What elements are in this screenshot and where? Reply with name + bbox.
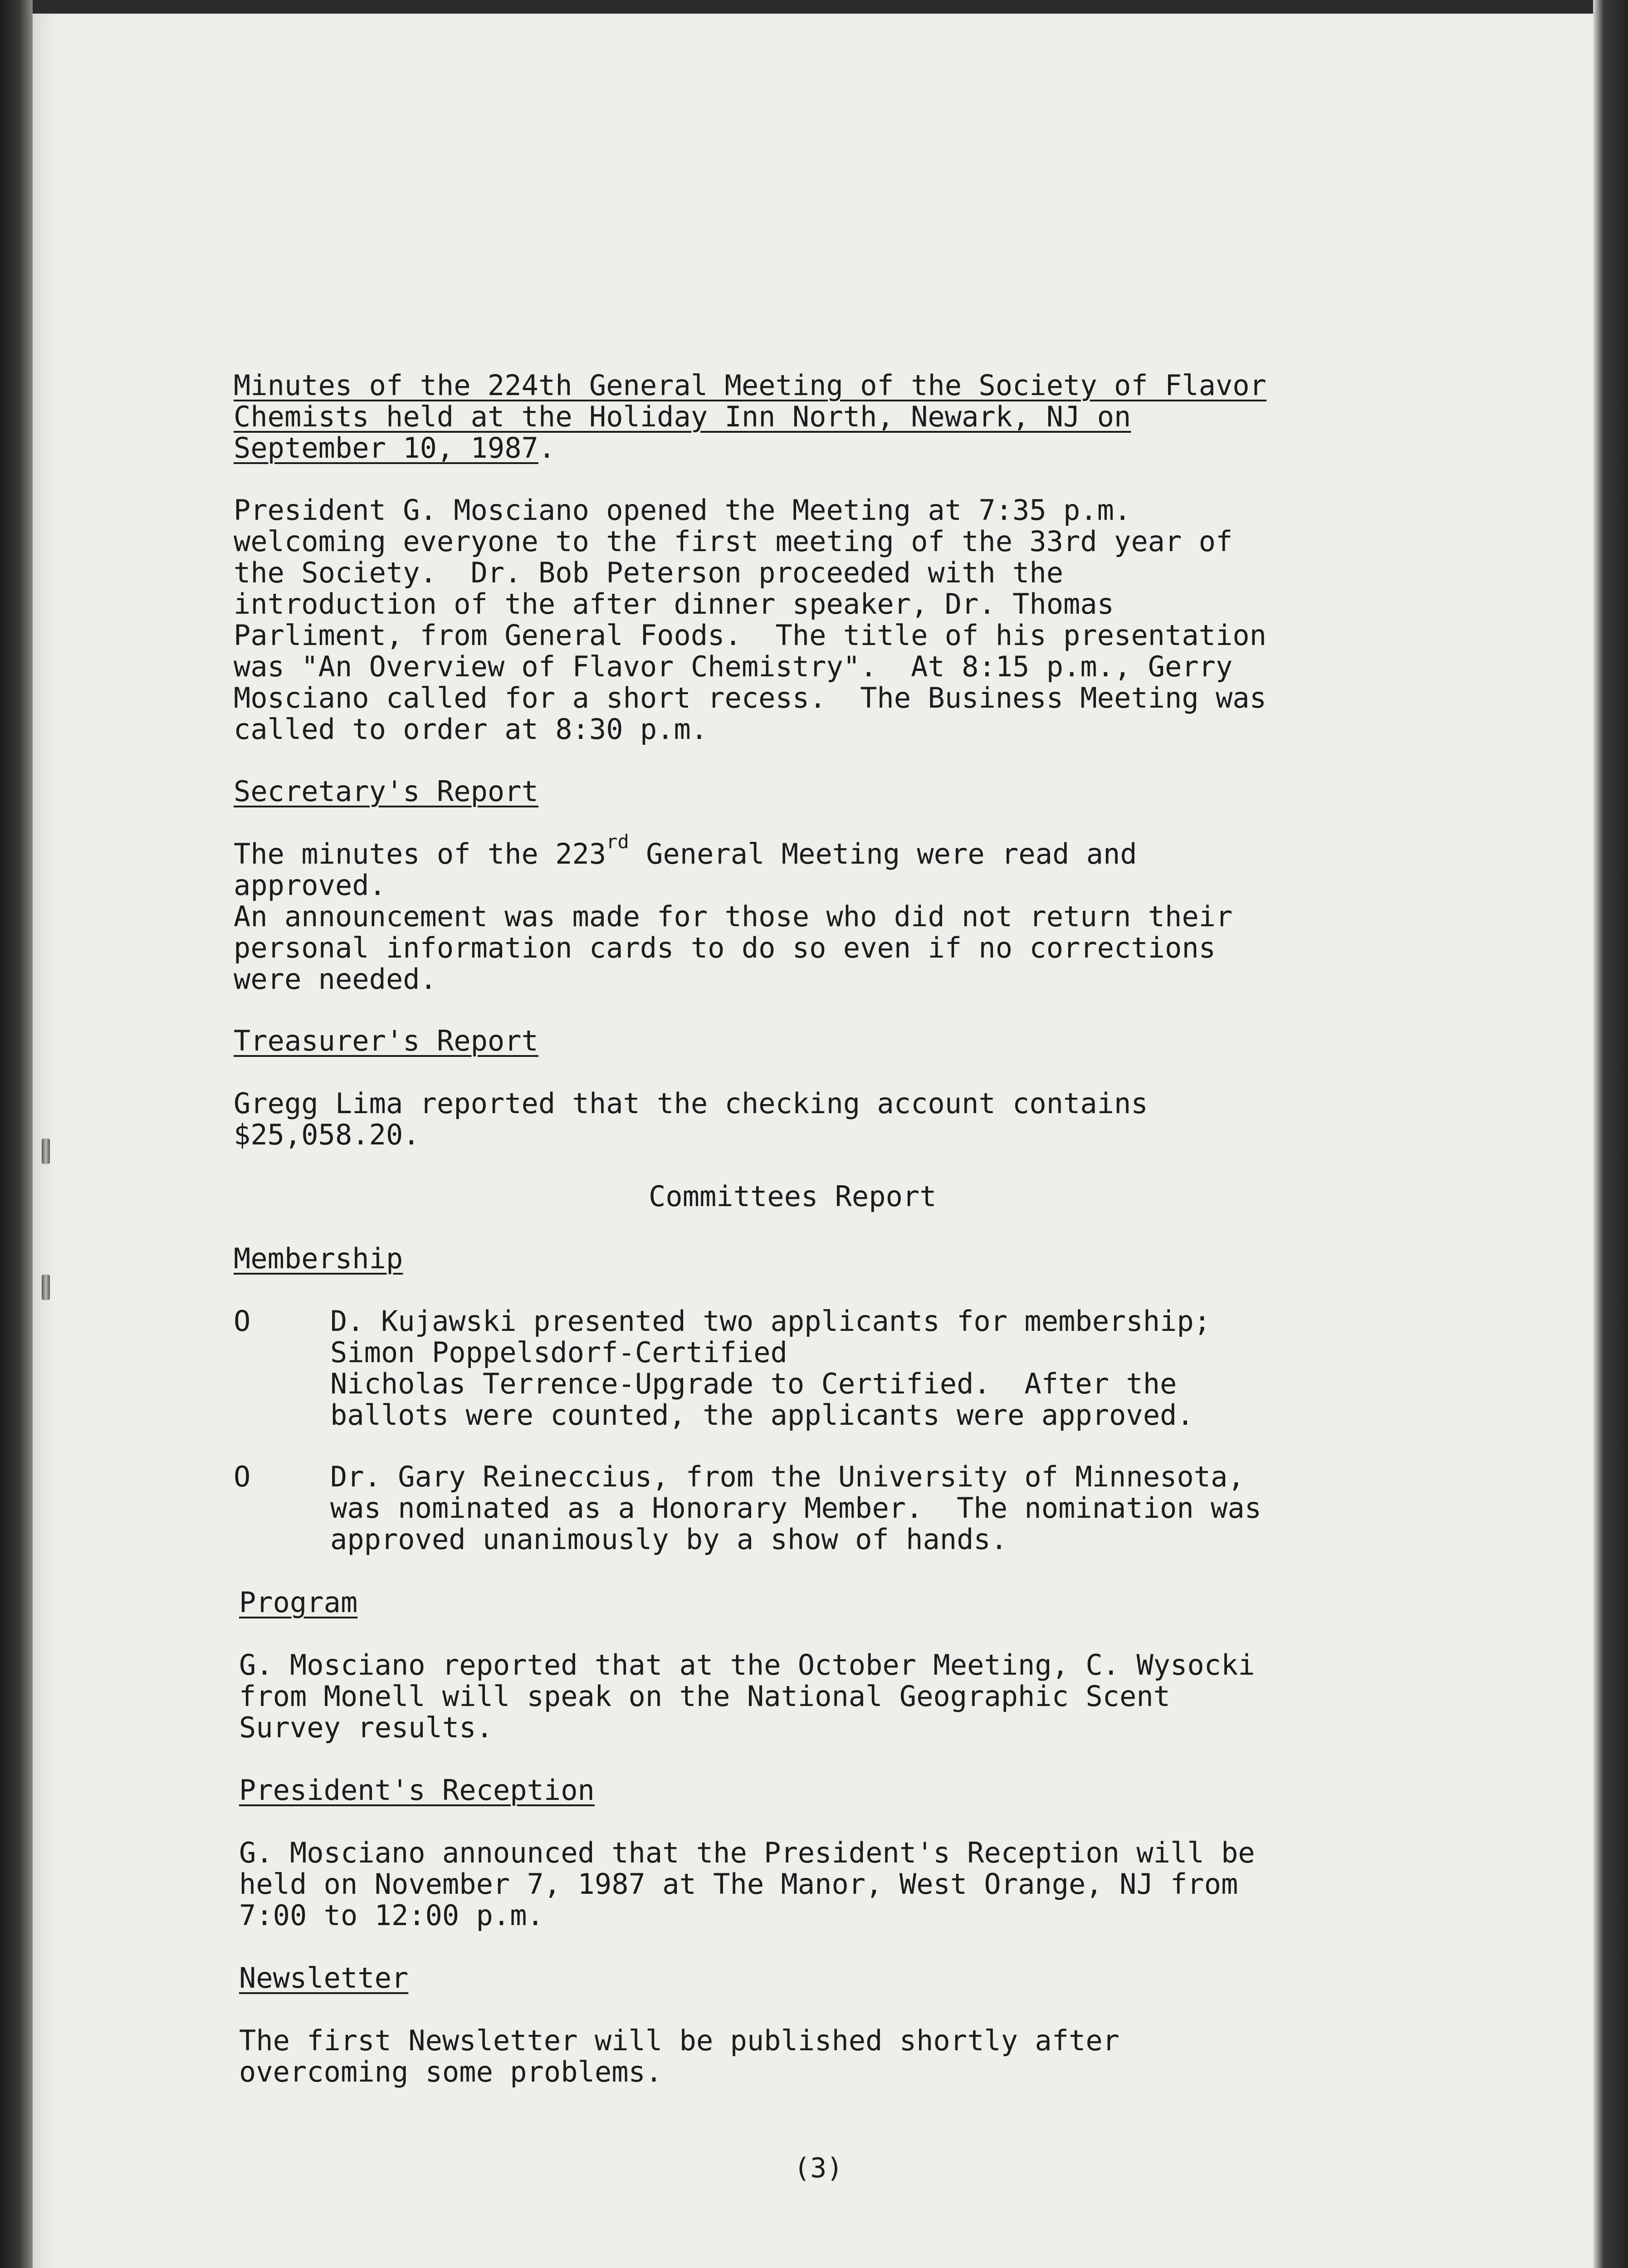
reception-line: held on November 7, 1987 at The Manor, West Orange, NJ from	[239, 1867, 1238, 1901]
program-line: from Monell will speak on the National Geographic Scent	[239, 1680, 1170, 1713]
staple-top	[42, 1139, 50, 1164]
page-right-edge	[1593, 0, 1628, 2268]
membership-heading: Membership	[234, 1242, 403, 1275]
treasurer-heading: Treasurer's Report	[234, 1024, 538, 1057]
newsletter-line: The first Newsletter will be published shortly after	[239, 2024, 1120, 2057]
membership-item-line: was nominated as a Honorary Member. The nomination was	[330, 1491, 1261, 1525]
treasurer-line: Gregg Lima reported that the checking account contains	[234, 1087, 1148, 1120]
membership-item-line: Nicholas Terrence-Upgrade to Certified. After the	[330, 1367, 1177, 1400]
secretary-line: were needed.	[234, 963, 437, 996]
bullet-marker: O	[234, 1305, 251, 1338]
secretary-line-1-start: The minutes of the 223	[234, 837, 606, 870]
secretary-line: personal information cards to do so even if no corrections	[234, 931, 1216, 964]
page-number: (3)	[794, 2152, 843, 2184]
program-line: Survey results.	[239, 1711, 493, 1744]
title-period: .	[538, 431, 556, 464]
opening-line: introduction of the after dinner speaker, Dr. Thomas	[234, 587, 1115, 621]
opening-line: Parliment, from General Foods. The title of his presentation	[234, 619, 1266, 652]
committees-heading: Committees Report	[649, 1180, 937, 1213]
opening-line: the Society. Dr. Bob Peterson proceeded with the	[234, 556, 1064, 589]
binding-edge	[0, 0, 33, 2268]
ordinal-superscript: rd	[606, 831, 629, 853]
membership-item-line: approved unanimously by a show of hands.	[330, 1523, 1008, 1556]
bullet-marker: O	[234, 1460, 251, 1493]
secretary-line-1-end: General Meeting were read and	[629, 837, 1137, 870]
title-line-2: Chemists held at the Holiday Inn North, Newark, NJ on	[234, 400, 1131, 433]
staple-bottom	[42, 1275, 50, 1300]
secretary-heading: Secretary's Report	[234, 775, 538, 808]
title-date: September 10, 1987	[234, 431, 538, 464]
program-line: G. Mosciano reported that at the October Meeting, C. Wysocki	[239, 1648, 1255, 1681]
title-line-3	[234, 432, 555, 464]
newsletter-line: overcoming some problems.	[239, 2055, 663, 2088]
title-line-1: Minutes of the 224th General Meeting of the Society of Flavor	[234, 369, 1266, 402]
opening-line: Mosciano called for a short recess. The Business Meeting was	[234, 681, 1266, 714]
membership-item-line: Simon Poppelsdorf-Certified	[330, 1336, 787, 1369]
treasurer-line: $25,058.20.	[234, 1118, 420, 1151]
opening-line: President G. Mosciano opened the Meeting at 7:35 p.m.	[234, 494, 1131, 527]
opening-line: called to order at 8:30 p.m.	[234, 713, 708, 746]
opening-line: welcoming everyone to the first meeting of the 33rd year of	[234, 525, 1233, 558]
reception-line: G. Mosciano announced that the President's Reception will be	[239, 1836, 1255, 1869]
opening-line: was "An Overview of Flavor Chemistry". At 8:15 p.m., Gerry	[234, 650, 1233, 683]
secretary-line: An announcement was made for those who did not return their	[234, 900, 1233, 933]
membership-item-line: Dr. Gary Reineccius, from the University of Minnesota,	[330, 1460, 1245, 1493]
membership-item-line: ballots were counted, the applicants were approved.	[330, 1398, 1194, 1432]
reception-heading: President's Reception	[239, 1774, 595, 1807]
reception-line: 7:00 to 12:00 p.m.	[239, 1899, 544, 1932]
secretary-line-1	[234, 831, 1137, 873]
membership-item-line: D. Kujawski presented two applicants for membership;	[330, 1305, 1211, 1338]
program-heading: Program	[239, 1586, 358, 1619]
newsletter-heading: Newsletter	[239, 1961, 409, 1994]
secretary-line: approved.	[234, 869, 386, 902]
